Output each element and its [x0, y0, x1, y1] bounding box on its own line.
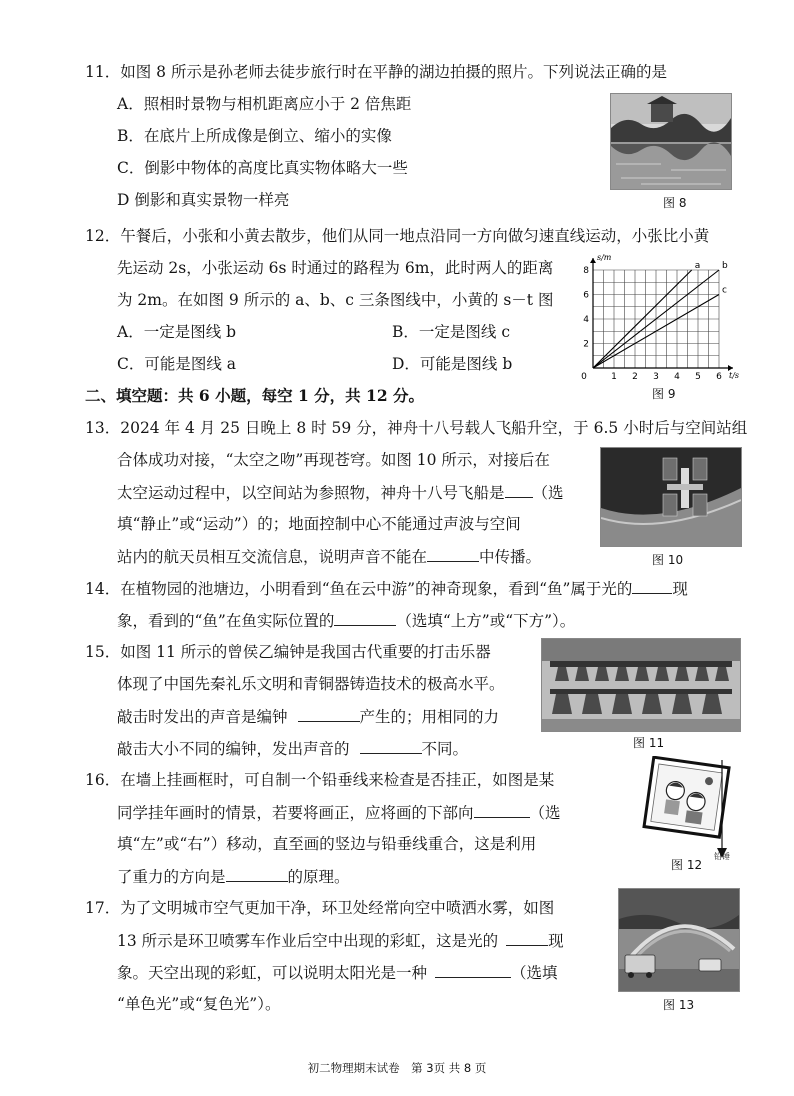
q15-line4	[117, 738, 468, 759]
x-tick-label: 0	[581, 372, 587, 382]
q13-line3-tail: （选	[532, 484, 564, 502]
q13-line3	[117, 482, 564, 503]
q14-line1-text: 14．在植物园的池塘边，小明看到“鱼在云中游”的神奇现象，看到“鱼”属于光的	[85, 580, 633, 598]
figure-11-bells-photo	[541, 638, 741, 732]
q15-line3-text: 敲击时发出的声音是编钟	[117, 708, 288, 726]
q12-line1: 12．午餐后，小张和小黄去散步，他们从同一地点沿同一方向做匀速直线运动，小张比小黄	[85, 227, 710, 245]
figure-8-lake-photo	[610, 93, 732, 190]
q17-blank-2[interactable]	[435, 962, 511, 978]
q16-blank-2[interactable]	[226, 866, 288, 882]
y-tick-label: 4	[583, 315, 589, 325]
q11-option-c: C．倒影中物体的高度比真实物体略大一些	[117, 159, 408, 177]
q14-line2-text: 象，看到的“鱼”在鱼实际位置的	[117, 612, 335, 630]
x-tick-label: 4	[674, 372, 680, 382]
q13-blank-1[interactable]	[505, 482, 533, 498]
q13-line5	[117, 546, 541, 567]
figure-9-caption: 图 9	[652, 387, 676, 401]
q16-line2	[117, 802, 561, 823]
x-tick-label: 3	[653, 372, 659, 382]
q16-line2-text: 同学挂年画时的情景，若要将画正，应将画的下部向	[117, 804, 474, 822]
y-axis-arrow-icon	[590, 258, 596, 263]
q17-line3-text: 象。天空出现的彩虹，可以说明太阳光是一种	[117, 964, 428, 982]
q14-line1	[85, 578, 688, 599]
q17-blank-1[interactable]	[506, 930, 548, 946]
q14-line1-tail: 现	[672, 580, 688, 598]
figure-13-caption: 图 13	[663, 998, 695, 1012]
x-tick-label: 5	[695, 372, 701, 382]
q13-line3-text: 太空运动过程中，以空间站为参照物，神舟十八号飞船是	[117, 484, 505, 502]
q12-option-b: B．一定是图线 c	[392, 323, 510, 341]
x-tick-label: 2	[632, 372, 638, 382]
figure-10-caption: 图 10	[652, 553, 684, 567]
q15-blank-1[interactable]	[298, 706, 360, 722]
q17-line2-text: 13 所示是环卫喷雾车作业后空中出现的彩虹，这是光的	[117, 932, 499, 950]
series-label-b: b	[722, 261, 728, 271]
q16-line3: 填“左”或“右”）移动，直至画的竖边与铅垂线重合，这是利用	[117, 835, 537, 853]
plumb-bob-label: 铅锤	[714, 852, 730, 861]
y-axis-label: s/m	[597, 253, 612, 262]
q16-line4	[117, 866, 350, 887]
q13-blank-2[interactable]	[427, 546, 479, 562]
q16-line4-text: 了重力的方向是	[117, 868, 226, 886]
q15-line3-tail: 产生的；用相同的力	[359, 708, 500, 726]
figure-9-st-chart	[580, 250, 755, 385]
x-tick-label: 1	[611, 372, 617, 382]
q12-option-a: A．一定是图线 b	[117, 323, 237, 341]
q14-line2	[117, 610, 575, 631]
q17-line3	[117, 962, 558, 983]
figure-8-caption: 图 8	[663, 196, 687, 210]
figure-13-rainbow-photo	[618, 888, 740, 992]
q16-line4-tail: 的原理。	[287, 868, 350, 886]
figure-12-picture-frame	[640, 756, 740, 862]
q12-line3: 为 2m。在如图 9 所示的 a、b、c 三条图线中，小黄的 s－t 图	[117, 291, 554, 309]
q15-line2: 体现了中国先秦礼乐文明和青铜器铸造技术的极高水平。	[117, 675, 505, 693]
y-tick-label: 6	[583, 290, 589, 301]
section-2-heading: 二、填空题：共 6 小题，每空 1 分，共 12 分。	[85, 386, 425, 405]
y-tick-label: 8	[583, 266, 589, 276]
q15-line1: 15．如图 11 所示的曾侯乙编钟是我国古代重要的打击乐器	[85, 643, 491, 661]
q13-line4: 填“静止”或“运动”）的；地面控制中心不能通过声波与空间	[117, 515, 521, 533]
y-tick-label: 2	[583, 339, 589, 350]
q11-option-a: A．照相时景物与相机距离应小于 2 倍焦距	[117, 95, 412, 113]
q16-line2-tail: （选	[529, 804, 561, 822]
figure-12-caption: 图 12	[671, 858, 703, 872]
q17-line2	[117, 930, 564, 951]
x-axis-label: t/s	[729, 371, 740, 380]
q17-line4: “单色光”或“复色光”）。	[117, 995, 281, 1013]
series-label-c: c	[722, 285, 727, 296]
q14-blank-2[interactable]	[334, 610, 396, 626]
figure-11-caption: 图 11	[633, 736, 665, 750]
q12-option-c: C．可能是图线 a	[117, 355, 237, 373]
q15-line4-tail: 不同。	[421, 740, 469, 758]
q17-line2-tail: 现	[548, 932, 564, 950]
q13-line2: 合体成功对接，“太空之吻”再现苍穹。如图 10 所示，对接后在	[117, 451, 550, 469]
q13-line5-tail: 中传播。	[479, 548, 542, 566]
q11-option-d: D 倒影和真实景物一样亮	[117, 191, 290, 209]
figure-10-space-station-photo	[600, 447, 742, 547]
q13-line5-text: 站内的航天员相互交流信息，说明声音不能在	[117, 548, 428, 566]
q11-option-b: B．在底片上所成像是倒立、缩小的实像	[117, 127, 392, 145]
q12-option-d: D．可能是图线 b	[392, 355, 513, 373]
q15-line4-text: 敲击大小不同的编钟，发出声音的	[117, 740, 350, 758]
q16-line1: 16．在墙上挂画框时，可自制一个铅垂线来检查是否挂正，如图是某	[85, 771, 555, 789]
x-tick-label: 6	[716, 372, 722, 382]
q14-blank-1[interactable]	[632, 578, 672, 594]
q13-line1: 13．2024 年 4 月 25 日晚上 8 时 59 分，神舟十八号载人飞船升空，于 6.5 小时后与空间站组	[85, 419, 748, 437]
q14-line2-tail: （选填“上方”或“下方”）。	[396, 612, 576, 630]
q17-line1: 17．为了文明城市空气更加干净，环卫处经常向空中喷洒水雾，如图	[85, 899, 555, 917]
series-label-a: a	[694, 261, 701, 271]
q11-stem: 11．如图 8 所示是孙老师去徒步旅行时在平静的湖边拍摄的照片。下列说法正确的是	[85, 63, 667, 81]
q15-blank-2[interactable]	[360, 738, 422, 754]
q16-blank-1[interactable]	[474, 802, 530, 818]
page-footer: 初二物理期末试卷 第 3页 共 8 页	[307, 1061, 487, 1075]
q15-line3	[117, 706, 499, 727]
q17-line3-tail: （选填	[511, 964, 558, 982]
q12-line2: 先运动 2s，小张运动 6s 时通过的路程为 6m，此时两人的距离	[117, 259, 554, 277]
